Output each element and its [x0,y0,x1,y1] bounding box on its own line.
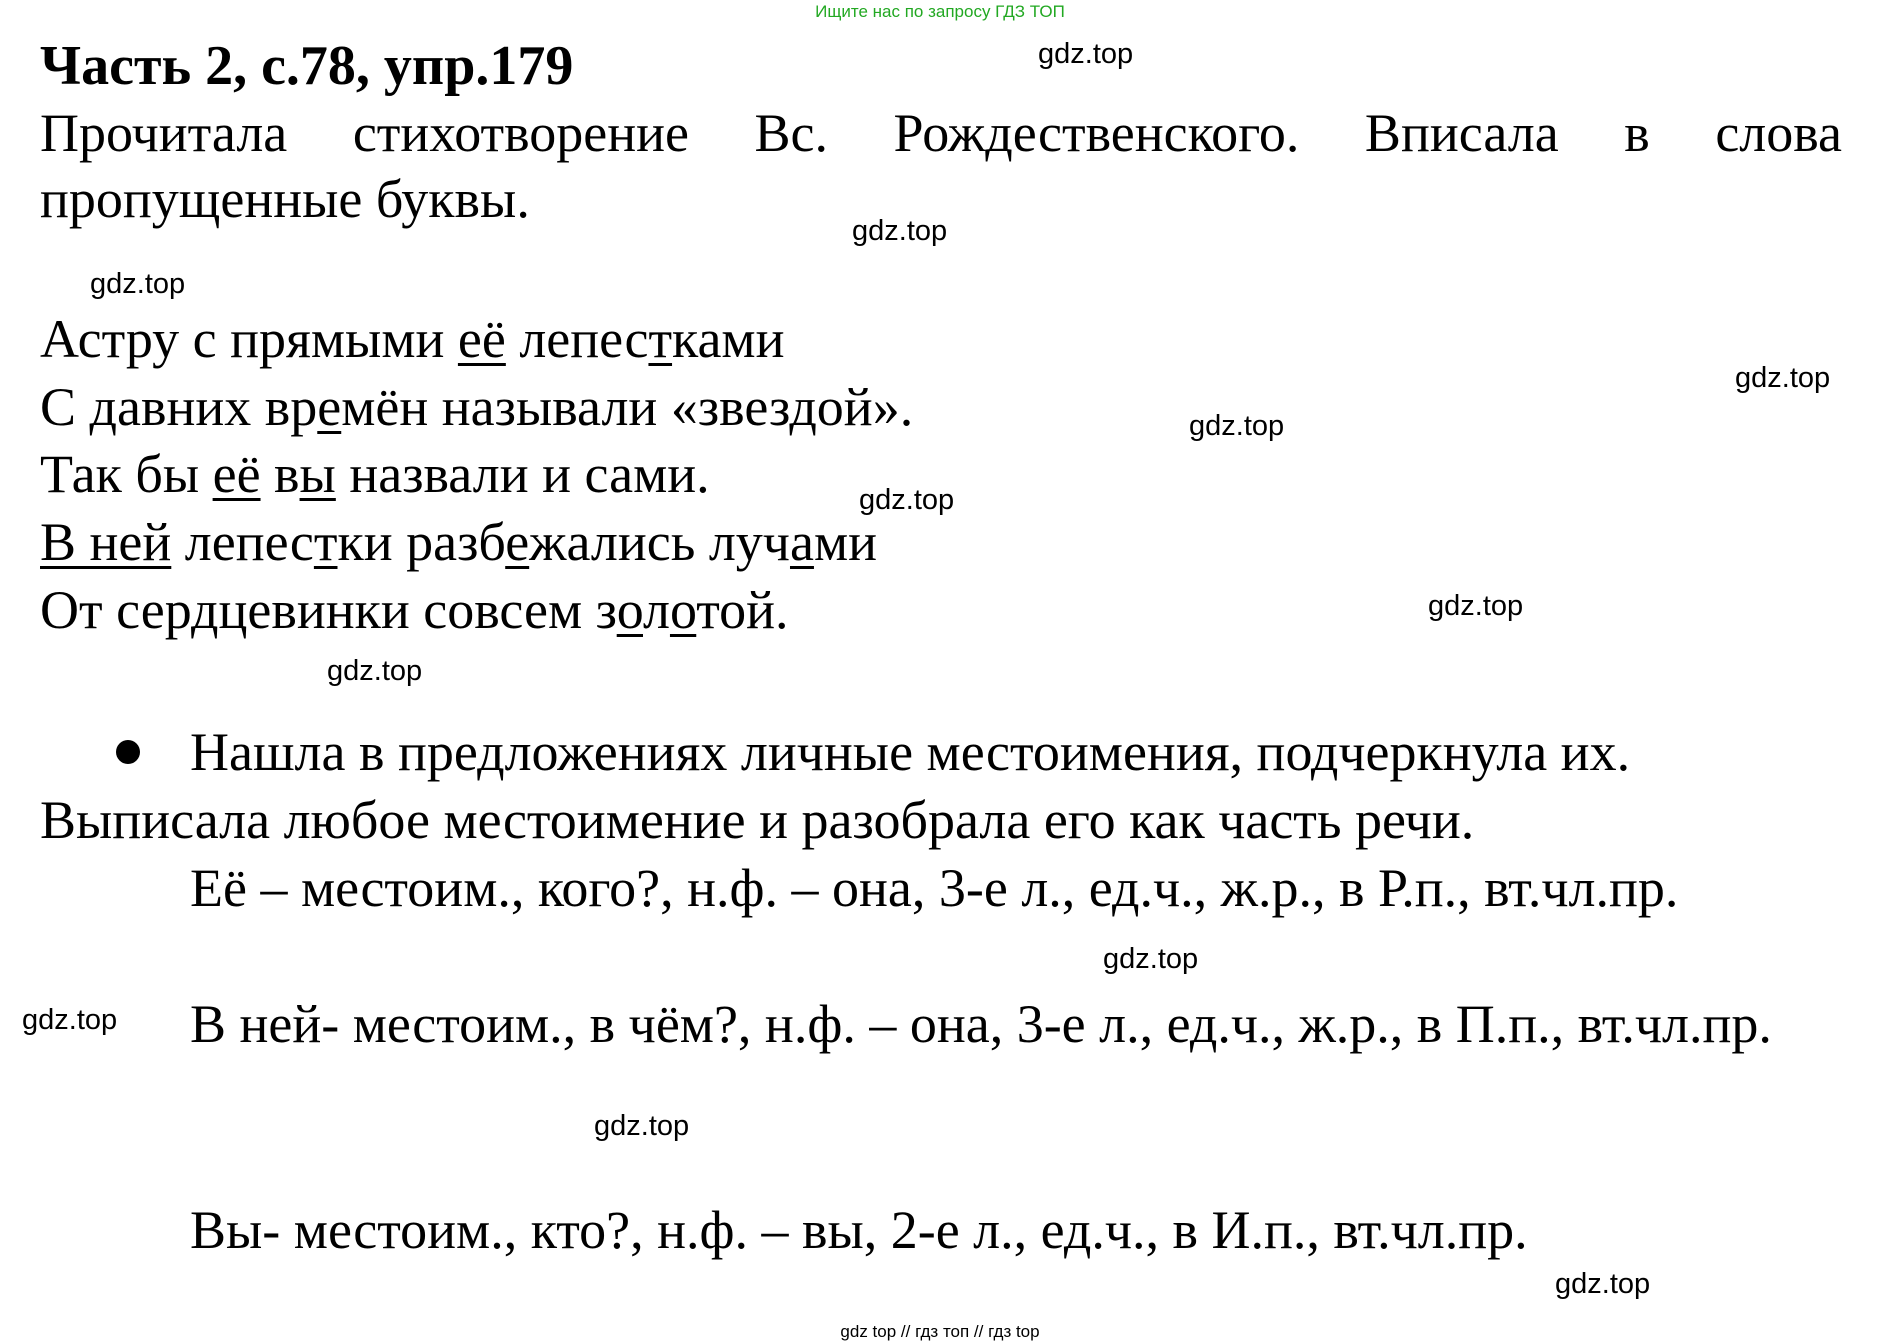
parse-eyo: Её – местоим., кого?, н.ф. – она, 3-е л., ед.ч., ж.р., в Р.п., вт.чл.пр. [190,858,1679,918]
text-segment: ки разб [337,512,506,572]
poem-line-3 [40,441,710,507]
text-segment: ками [672,309,785,369]
poem-line-1 [40,306,785,372]
watermark: gdz.top [594,1110,690,1142]
watermark: gdz.top [1735,362,1831,394]
text-segment: Астру с прямыми [40,309,458,369]
poem-line-5 [40,577,789,643]
inserted-letter: е [505,512,530,572]
watermark: gdz.top [1103,943,1199,975]
poem-line-2 [40,374,913,440]
parse-vy: Вы- местоим., кто?, н.ф. – вы, 2-е л., ед.ч., в И.п., вт.чл.пр. [190,1200,1528,1260]
text-segment: жались луч [529,512,790,572]
search-hint-banner: Ищите нас по запросу ГДЗ ТОП [815,2,1065,21]
text-segment: ми [813,512,878,572]
text-segment: той. [696,580,789,640]
watermark: gdz.top [1428,590,1524,622]
inserted-letter: т [313,512,338,572]
underlined-pronoun: её [457,309,506,369]
underlined-pronoun: её [212,444,261,504]
task-continuation: Выписала любое местоимение и разобрала его как часть речи. [40,790,1475,850]
intro-paragraph: Прочитала стихотворение Вс. Рождественского. Вписала в слова пропущенные буквы. [40,103,1842,229]
watermark: gdz.top [327,655,423,687]
task-bullet-text: Нашла в предложениях личные местоимения, подчеркнула их. [190,722,1631,782]
underlined-pronoun: В ней [40,512,172,572]
inserted-letter: о [616,580,643,640]
text-segment: цевинки совсем з [218,580,617,640]
inserted-letter: д [190,580,219,640]
poem-line-4 [40,509,877,575]
text-segment: мён называли «звездой». [341,377,914,437]
text-segment: От сер [40,580,191,640]
inserted-letter: е [317,377,342,437]
footer-watermark: gdz top // гдз топ // гдз top [840,1322,1040,1341]
inserted-letter: о [669,580,697,640]
inserted-letter: т [648,309,673,369]
page-title: Часть 2, с.78, упр.179 [40,35,574,97]
text-segment: Так бы [40,444,213,504]
watermark: gdz.top [859,484,955,516]
text-segment: л [643,580,670,640]
text-segment: лепес [505,309,649,369]
text-segment: С давних вр [40,377,318,437]
parse-v-ney: В ней- местоим., в чём?, н.ф. – она, 3-е л., ед.ч., ж.р., в П.п., вт.чл.пр. [190,994,1772,1054]
inserted-letter: ы [299,444,336,504]
text-segment: назвали и сами. [335,444,710,504]
text-segment: в [260,444,300,504]
watermark: gdz.top [1189,410,1285,442]
inserted-letter: а [789,512,814,572]
watermark: gdz.top [1038,38,1134,70]
watermark: gdz.top [90,268,186,300]
watermark: gdz.top [852,215,948,247]
watermark: gdz.top [1555,1268,1651,1300]
text-segment: лепес [171,512,314,572]
watermark: gdz.top [22,1004,118,1036]
bullet-icon [116,740,140,764]
